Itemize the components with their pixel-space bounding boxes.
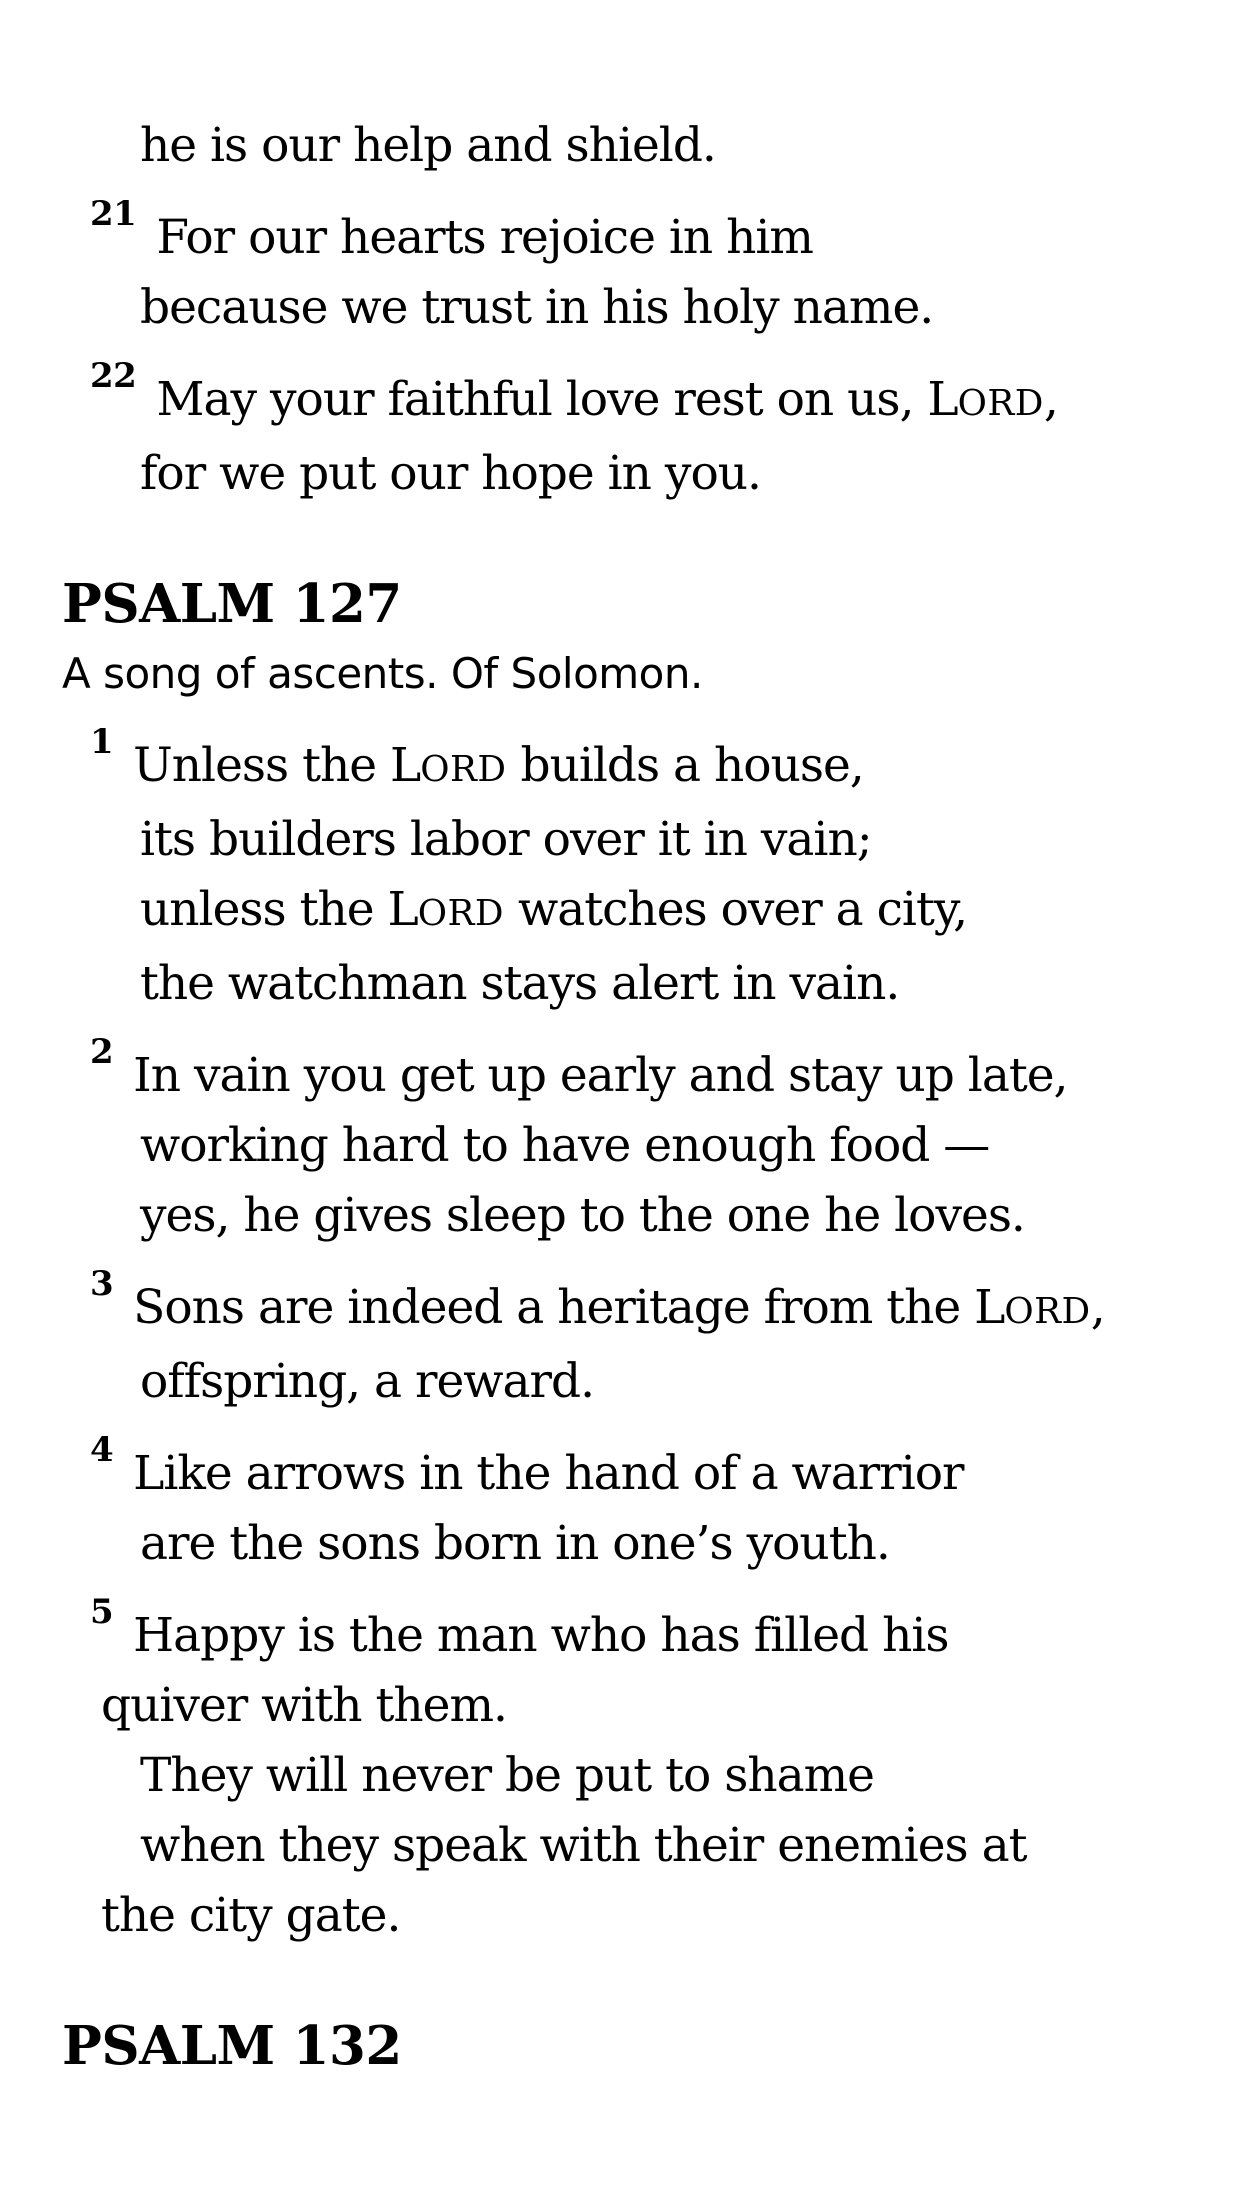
verse-line: working hard to have enough food — xyxy=(140,1118,990,1173)
verse xyxy=(0,356,1212,509)
verse-line: unless the LORD watches over a city, xyxy=(140,882,968,937)
verse-line: quiver with them. xyxy=(101,1678,507,1733)
divine-name-small-caps: LORD xyxy=(387,882,505,937)
verse-line: the city gate. xyxy=(101,1888,401,1943)
divine-name-small-caps: LORD xyxy=(974,1280,1091,1335)
divine-name-small-caps: LORD xyxy=(390,738,507,793)
verse-line: $^4$ Like arrows in the hand of a warrior xyxy=(90,1430,964,1501)
divine-name-small-caps: LORD xyxy=(927,372,1044,427)
verse-number: 3 xyxy=(90,1264,114,1304)
verse-line: $^{21}$ For our hearts rejoice in him xyxy=(90,194,813,265)
verse xyxy=(0,722,1212,1019)
verse-line: They will never be put to shame xyxy=(140,1748,874,1803)
verse-line: $^{22}$ May your faithful love rest on us, LORD, xyxy=(90,356,1058,427)
verse-line: because we trust in his holy name. xyxy=(140,280,934,335)
verse-line: he is our help and shield. xyxy=(140,118,716,173)
verse-number: 22 xyxy=(90,356,137,396)
verse-number: 4 xyxy=(90,1430,114,1470)
verse-number: 21 xyxy=(90,194,137,234)
psalm-heading: PSALM 132 xyxy=(62,2015,402,2077)
verse xyxy=(0,111,1212,181)
verse-line: when they speak with their enemies at xyxy=(140,1818,1027,1873)
verse-line: offspring, a reward. xyxy=(140,1354,595,1409)
verse xyxy=(0,1032,1212,1251)
verse-line: its builders labor over it in vain; xyxy=(140,812,872,867)
verse-line: are the sons born in one’s youth. xyxy=(140,1516,890,1571)
verse xyxy=(0,194,1212,343)
verse-number: 1 xyxy=(90,722,114,762)
verse-line: $^2$ In vain you get up early and stay up late, xyxy=(90,1032,1068,1103)
verse-line: $^1$ Unless the LORD builds a house, xyxy=(90,722,864,793)
verse-line: the watchman stays alert in vain. xyxy=(140,956,900,1011)
verse-group xyxy=(0,111,1212,509)
psalm-superscription: A song of ascents. Of Solomon. xyxy=(62,649,703,698)
verse-group xyxy=(0,722,1212,1951)
verse-number: 2 xyxy=(90,1032,114,1072)
verse xyxy=(0,1264,1212,1417)
psalm-heading: PSALM 127 xyxy=(62,573,402,635)
verse-line: yes, he gives sleep to the one he loves. xyxy=(140,1188,1025,1243)
verse xyxy=(0,1592,1212,1951)
verse-line: for we put our hope in you. xyxy=(140,446,761,501)
verse-line: $^3$ Sons are indeed a heritage from the LORD, xyxy=(90,1264,1105,1335)
verse-line: $^5$ Happy is the man who has filled his xyxy=(90,1592,949,1663)
verse xyxy=(0,1430,1212,1579)
verse-number: 5 xyxy=(90,1592,114,1632)
